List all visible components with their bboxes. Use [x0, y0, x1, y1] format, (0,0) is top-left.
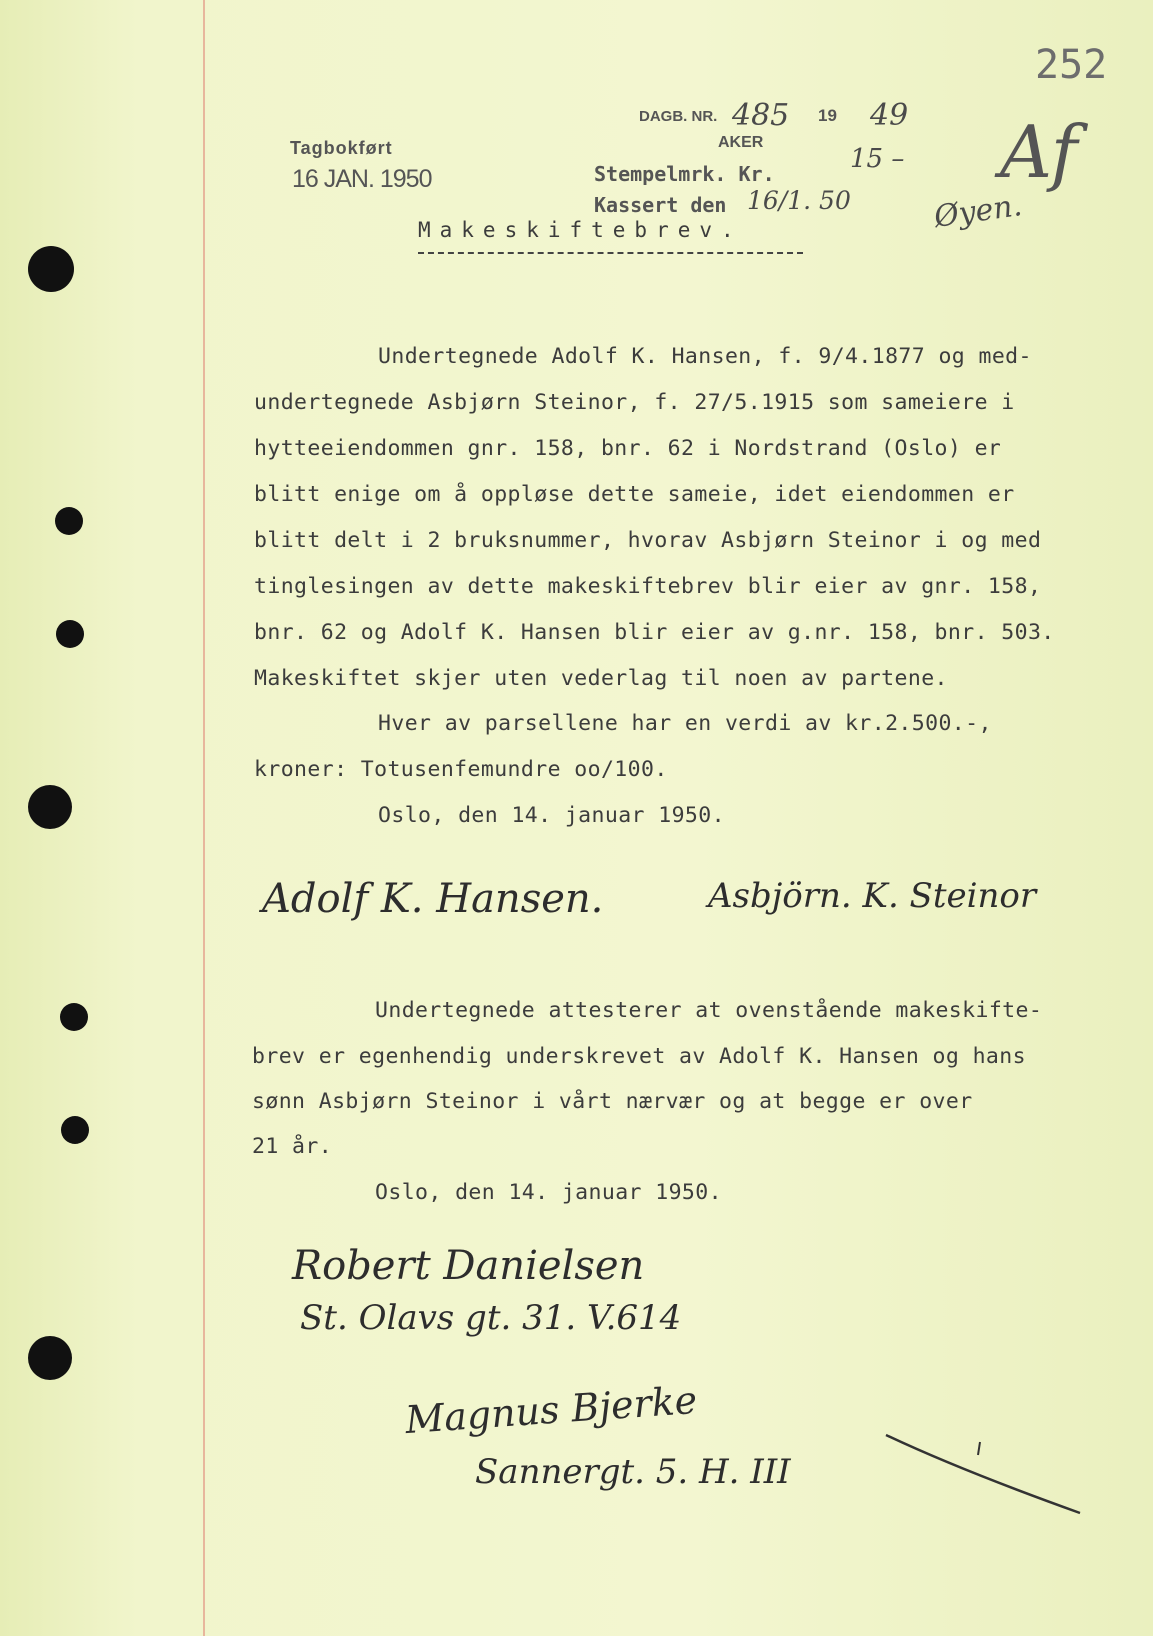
attest-line: Undertegnede attesterer at ovenstående makeskifte- — [375, 998, 1043, 1023]
binder-hole — [28, 785, 72, 829]
body-line: blitt enige om å oppløse dette sameie, idet eiendommen er — [254, 482, 1015, 507]
stempelmerke-amount: 15 – — [850, 144, 905, 174]
signature-adolf-hansen: Adolf K. Hansen. — [262, 876, 604, 922]
dagb-year-prefix: 19 — [818, 106, 837, 125]
witness-2-address: Sannergt. 5. H. III — [475, 1452, 791, 1492]
binder-hole — [55, 507, 83, 535]
witness-1-address: St. Olavs gt. 31. V.614 — [300, 1298, 682, 1338]
dagb-year: 49 — [870, 98, 909, 133]
body-line: undertegnede Asbjørn Steinor, f. 27/5.1915 som sameiere i — [254, 390, 1015, 415]
margin-line — [203, 0, 205, 1636]
witness-2-signature: Magnus Bjerke — [403, 1377, 699, 1443]
kassert-signature: Øyen. — [931, 188, 1025, 235]
witness-1-signature: Robert Danielsen — [292, 1243, 645, 1289]
body-line: hytteeiendommen gnr. 158, bnr. 62 i Nordstrand (Oslo) er — [254, 436, 1002, 461]
closing-pen-stroke — [880, 1425, 1100, 1525]
attest-line: brev er egenhendig underskrevet av Adolf K. Hansen og hans — [252, 1044, 1026, 1069]
binder-hole — [60, 1003, 88, 1031]
binder-hole — [28, 246, 74, 292]
binder-hole — [28, 1336, 72, 1380]
page-number: 252 — [1035, 42, 1108, 88]
registered-stamp-label: Tagbokført — [290, 138, 393, 158]
attest-line: 21 år. — [252, 1134, 333, 1159]
dagb-number: 485 — [732, 98, 790, 133]
body-line: blitt delt i 2 bruksnummer, hvorav Asbjørn Steinor i og med — [254, 528, 1042, 553]
body-line: Hver av parsellene har en verdi av kr.2.500.-, — [378, 711, 992, 736]
body-line: kroner: Totusenfemundre oo/100. — [254, 757, 668, 782]
binder-hole — [61, 1116, 89, 1144]
kassert-label: Kassert den — [594, 193, 727, 217]
attest-line: Oslo, den 14. januar 1950. — [375, 1180, 722, 1205]
signature-asbjorn-steinor: Asbjörn. K. Steinor — [708, 876, 1037, 916]
registered-stamp-date: 16 JAN. 1950 — [292, 165, 432, 193]
body-line: bnr. 62 og Adolf K. Hansen blir eier av g.nr. 158, bnr. 503. — [254, 620, 1055, 645]
body-line: Oslo, den 14. januar 1950. — [378, 803, 725, 828]
kassert-date: 16/1. 50 — [747, 186, 851, 215]
body-line: Makeskiftet skjer uten vederlag til noen av partene. — [254, 666, 948, 691]
dagb-label: DAGB. NR. — [639, 108, 718, 125]
stempelmerke-label: Stempelmrk. Kr. — [594, 162, 775, 186]
title-underline — [418, 252, 803, 254]
document-title: Makeskiftebrev. — [418, 218, 743, 242]
body-line: tinglesingen av dette makeskiftebrev blir eier av gnr. 158, — [254, 574, 1042, 599]
body-line: Undertegnede Adolf K. Hansen, f. 9/4.1877 og med- — [378, 344, 1032, 369]
binder-hole — [56, 620, 84, 648]
office-name: AKER — [718, 134, 764, 151]
corner-initials: Af — [1000, 110, 1078, 194]
attest-line: sønn Asbjørn Steinor i vårt nærvær og at begge er over — [252, 1089, 973, 1114]
